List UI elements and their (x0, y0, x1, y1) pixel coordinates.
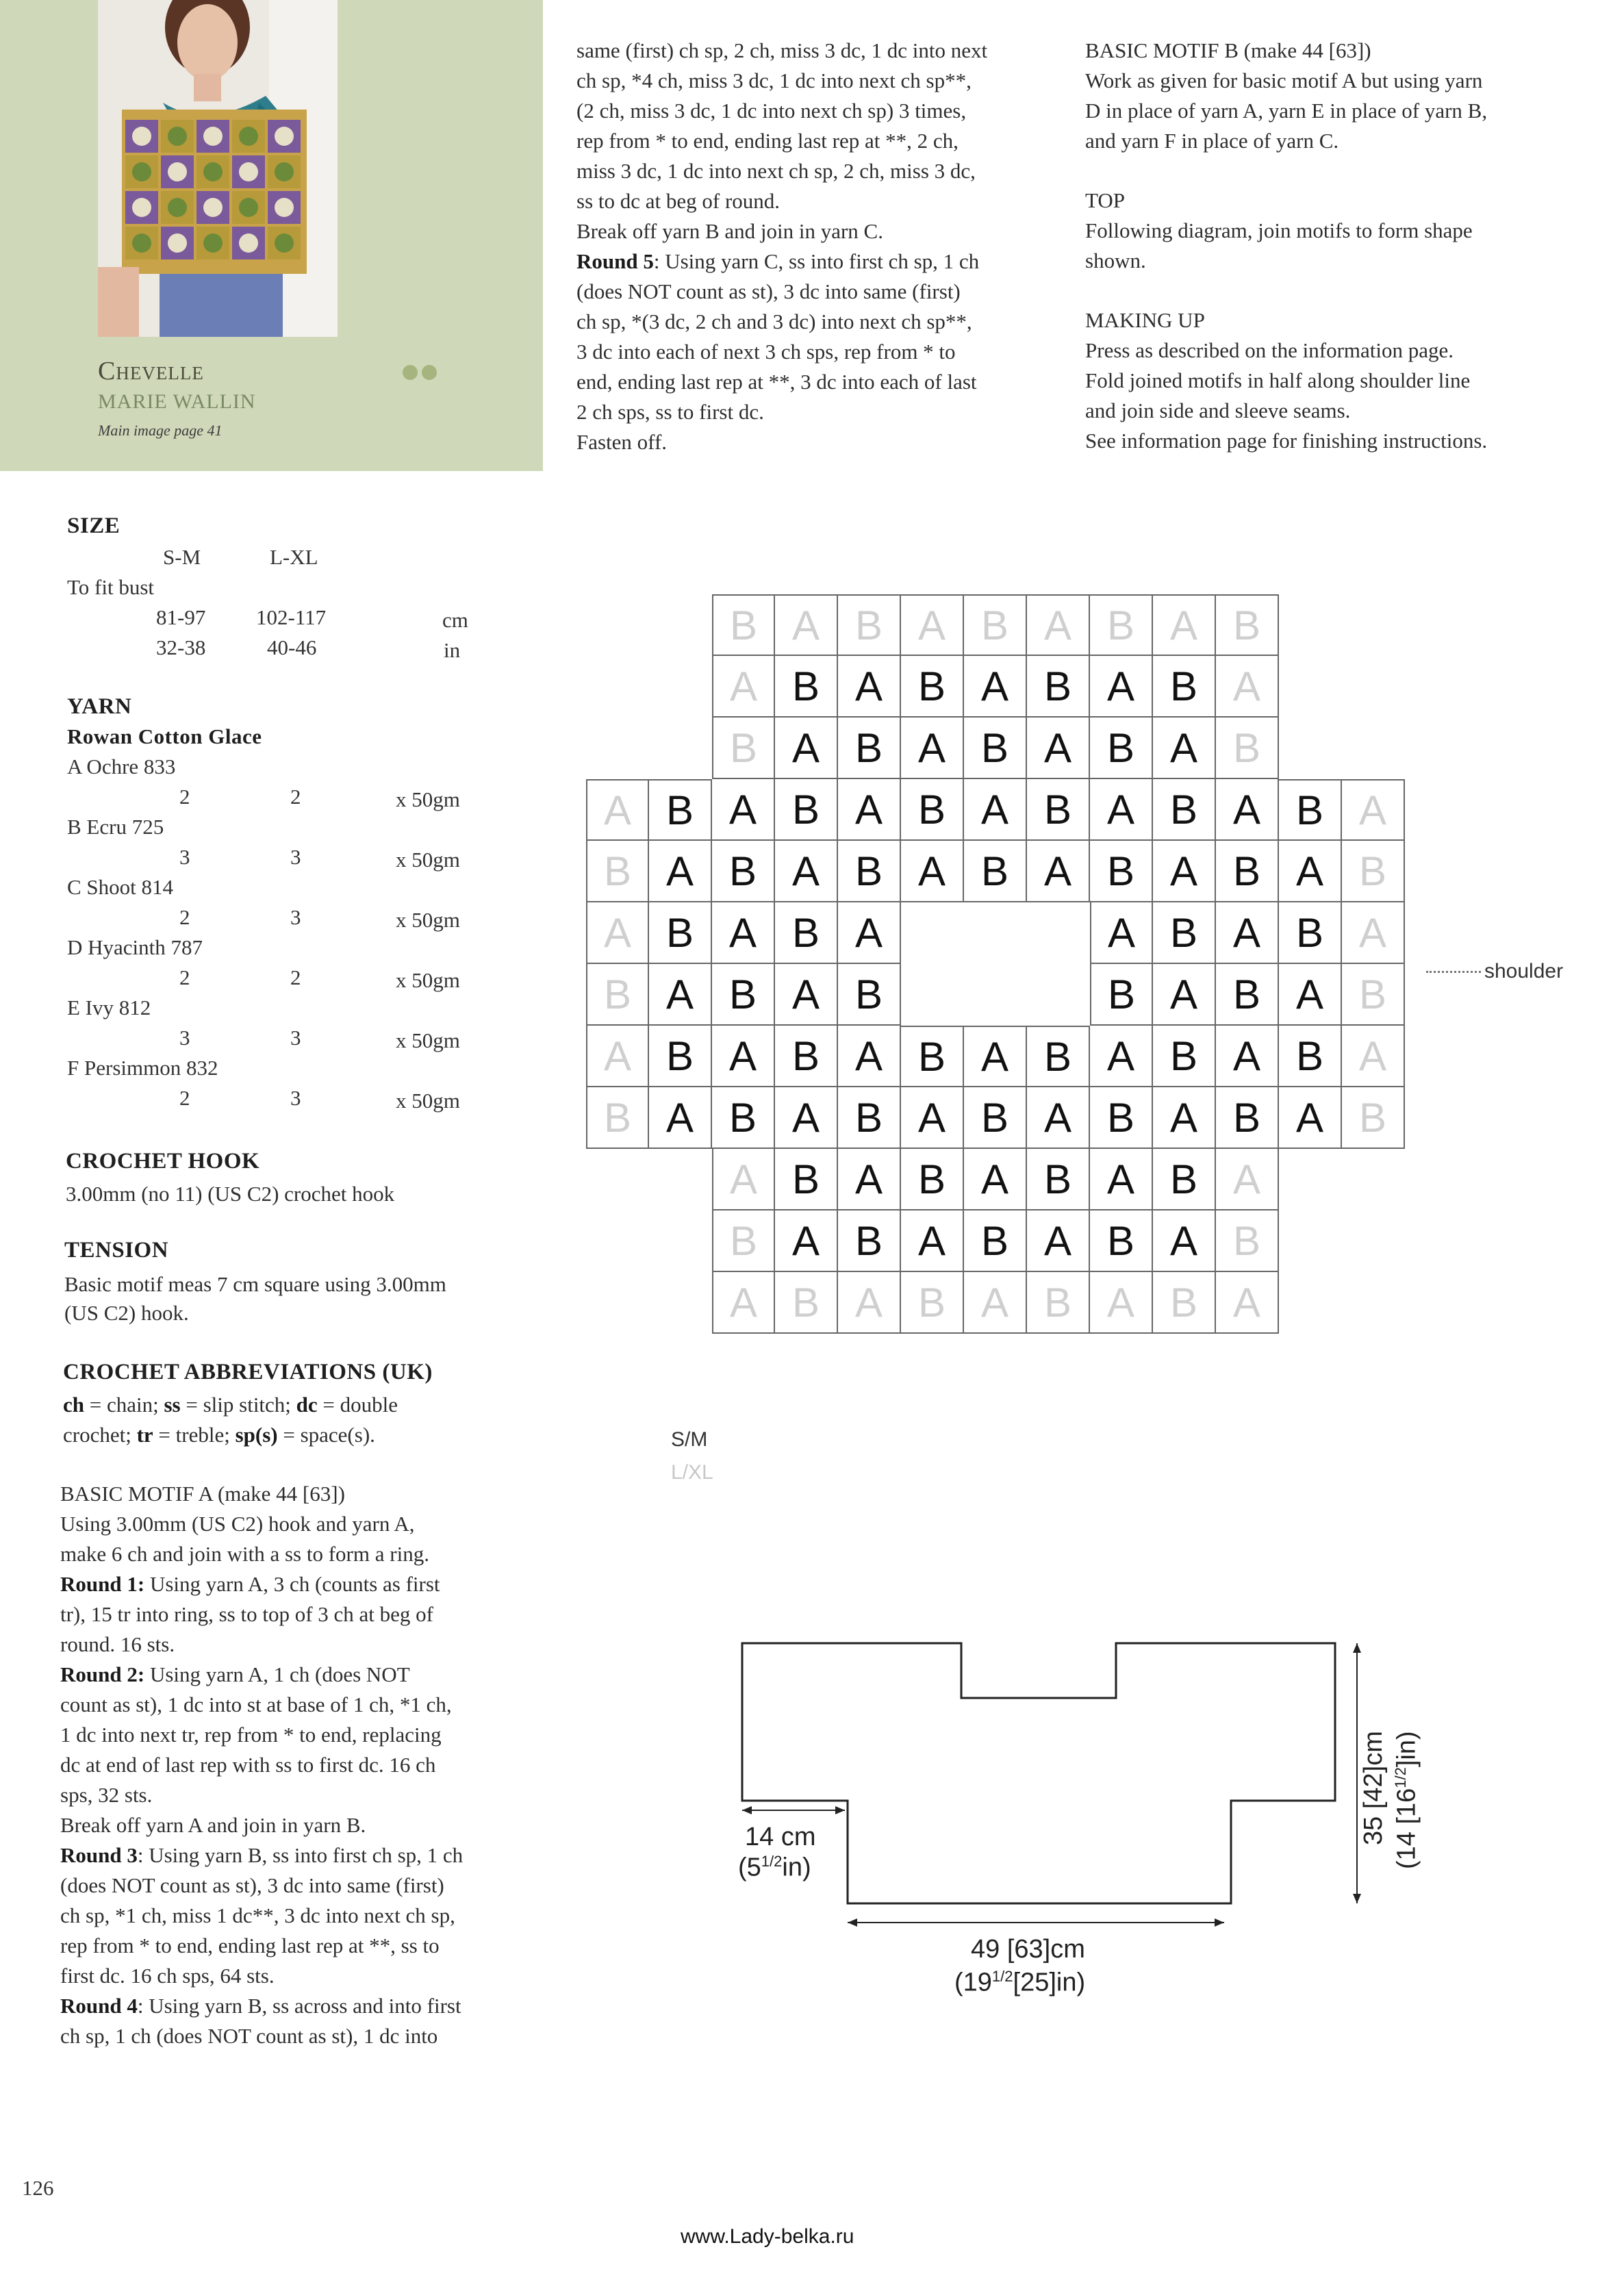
motif-cell: A (649, 964, 712, 1026)
size-value: 81-97 (156, 605, 206, 629)
motif-cell: B (1279, 1026, 1342, 1087)
yarn-unit: x 50gm (396, 848, 460, 872)
round-1-line: Round 1: Using yarn A, 3 ch (counts as first (60, 1572, 440, 1596)
main-image-reference: Main image page 41 (98, 422, 223, 439)
motif-cell: B (964, 718, 1027, 779)
motif-cell: B (1342, 964, 1405, 1026)
width-label: 49 [63]cm (971, 1935, 1085, 1964)
motif-cell: B (712, 964, 775, 1026)
motif-cell: A (901, 841, 964, 902)
motif-cell: A (964, 656, 1027, 718)
round-3-line: Round 3: Using yarn B, ss into first ch sp, 1 ch (60, 1843, 464, 1867)
fit-bust-label: To fit bust (67, 575, 154, 599)
motif-cell: A (1027, 841, 1090, 902)
length-label: 35 [42]cm (1359, 1731, 1388, 1845)
text-line: ch sp, 1 ch (does NOT count as st), 1 dc into (60, 2024, 438, 2048)
yarn-name: C Shoot 814 (67, 875, 174, 899)
yarn-qty: 3 (179, 1026, 190, 1050)
abbreviations-line-2: crochet; tr = treble; sp(s) = space(s). (63, 1423, 375, 1447)
motif-cell: B (775, 1272, 838, 1334)
motif-cell: A (964, 779, 1027, 841)
legend-sm: S/M (671, 1428, 708, 1451)
motif-a-instructions (60, 1479, 540, 2051)
motif-cell: A (1342, 902, 1405, 964)
motif-cell: B (586, 964, 649, 1026)
motif-cell: B (1153, 1149, 1216, 1210)
motif-cell: A (1342, 779, 1405, 841)
motif-cell: A (1027, 1210, 1090, 1272)
crochet-hook-heading: CROCHET HOOK (66, 1149, 260, 1174)
yarn-unit: x 50gm (396, 1028, 460, 1052)
text-line: and yarn F in place of yarn C. (1085, 129, 1339, 153)
motif-cell: B (775, 1149, 838, 1210)
motif-cell: A (838, 902, 901, 964)
text-line: ch sp, *1 ch, miss 1 dc**, 3 dc into next ch sp, (60, 1903, 455, 1927)
yarn-unit: x 50gm (396, 787, 460, 811)
motif-cell: B (775, 1026, 838, 1087)
motif-cell: A (1216, 1149, 1279, 1210)
model-illustration (98, 0, 338, 337)
arrow-head (1353, 1894, 1361, 1903)
motif-cell: B (838, 594, 901, 656)
text-line: first dc. 16 ch sps, 64 sts. (60, 1964, 275, 1988)
tension-heading: TENSION (64, 1238, 169, 1263)
size-unit: in (444, 638, 461, 662)
motif-cell: B (649, 779, 712, 841)
text-line: (does NOT count as st), 3 dc into same (first) (576, 279, 961, 303)
motif-cell: A (775, 1210, 838, 1272)
motif-cell: A (838, 1149, 901, 1210)
size-value: 40-46 (267, 635, 317, 659)
motif-cell: B (712, 1210, 775, 1272)
arrow-head (742, 1806, 752, 1814)
schematic-outline (742, 1643, 1335, 1903)
motif-cell: A (712, 779, 775, 841)
motif-cell: A (712, 1272, 775, 1334)
motif-cell: B (649, 1026, 712, 1087)
yarn-qty: 3 (290, 905, 301, 929)
motif-cell: B (1216, 841, 1279, 902)
yarn-qty: 2 (179, 785, 190, 809)
yarn-heading: YARN (67, 694, 132, 719)
motif-cell: B (1216, 718, 1279, 779)
motif-cell: A (838, 656, 901, 718)
motif-cell: B (1279, 902, 1342, 964)
round-4-line: Round 4: Using yarn B, ss across and into first (60, 1994, 461, 2018)
round-label: Round 1: (60, 1572, 145, 1596)
motif-cell: A (901, 1210, 964, 1272)
motif-cell: B (838, 1210, 901, 1272)
text-line: count as st), 1 dc into st at base of 1 ch, *1 ch, (60, 1693, 452, 1716)
accent-dot (403, 365, 418, 380)
motif-cell: B (1153, 902, 1216, 964)
motif-cell: A (712, 1149, 775, 1210)
motif-cell: A (649, 1087, 712, 1149)
yarn-qty: 2 (179, 965, 190, 989)
motif-cell: B (1027, 1272, 1090, 1334)
yarn-qty: 2 (290, 965, 301, 989)
size-column-2: L-XL (270, 545, 318, 569)
text-line: (does NOT count as st), 3 dc into same (first) (60, 1873, 444, 1897)
motif-cell: A (1216, 1272, 1279, 1334)
motif-cell: A (775, 964, 838, 1026)
size-unit: cm (442, 608, 468, 632)
yarn-qty: 3 (179, 845, 190, 869)
motif-cell: A (586, 902, 649, 964)
abbreviations-heading: CROCHET ABBREVIATIONS (UK) (63, 1360, 433, 1384)
abbrev-term: sp(s) (235, 1423, 278, 1447)
round-label: Round 2: (60, 1662, 145, 1686)
motif-cell: B (712, 841, 775, 902)
abbrev-term: dc (296, 1393, 318, 1417)
motif-cell: A (1153, 964, 1216, 1026)
motif-cell: A (901, 718, 964, 779)
yarn-qty: 3 (290, 1026, 301, 1050)
motif-cell: B (1153, 779, 1216, 841)
motif-a-heading: BASIC MOTIF A (make 44 [63]) (60, 1482, 345, 1506)
motif-cell: B (1027, 779, 1090, 841)
motif-cell: B (1090, 841, 1153, 902)
motif-cell: A (775, 1087, 838, 1149)
motif-a-continued (576, 36, 1069, 457)
motif-cell: B (964, 1087, 1027, 1149)
motif-cell: A (1090, 656, 1153, 718)
text-line: ch sp, *(3 dc, 2 ch and 3 dc) into next ch sp**, (576, 309, 972, 333)
crochet-hook-text: 3.00mm (no 11) (US C2) crochet hook (66, 1182, 395, 1206)
motif-cell: B (1342, 1087, 1405, 1149)
motif-cell: A (901, 594, 964, 656)
text-line: 3 dc into each of next 3 ch sps, rep from * to (576, 340, 956, 364)
size-column-1: S-M (163, 545, 201, 569)
motif-cell: B (1342, 841, 1405, 902)
motif-cell: B (1216, 964, 1279, 1026)
abbrev-term: ss (164, 1393, 181, 1417)
motif-cell: B (838, 718, 901, 779)
motif-cell: A (649, 841, 712, 902)
round-2-line: Round 2: Using yarn A, 1 ch (does NOT (60, 1662, 410, 1686)
motif-cell: B (1153, 1026, 1216, 1087)
yarn-qty: 3 (290, 845, 301, 869)
tension-line: (US C2) hook. (64, 1301, 189, 1325)
size-heading: SIZE (67, 514, 120, 538)
motif-cell: B (1279, 779, 1342, 841)
text-line: rep from * to end, ending last rep at **, 2 ch, (576, 129, 959, 153)
sleeve-width-label: 14 cm (745, 1823, 816, 1851)
motif-cell: B (901, 1272, 964, 1334)
motif-cell: A (1216, 656, 1279, 718)
text-line: Work as given for basic motif A but using yarn (1085, 68, 1483, 92)
website-footer: www.Lady-belka.ru (681, 2225, 854, 2248)
yarn-qty: 2 (179, 905, 190, 929)
shoulder-label: shoulder (1484, 960, 1564, 982)
text-line: round. 16 sts. (60, 1632, 175, 1656)
text-line: Using 3.00mm (US C2) hook and yarn A, (60, 1512, 415, 1536)
motif-cell: B (1090, 1087, 1153, 1149)
tension-line: Basic motif meas 7 cm square using 3.00mm (64, 1272, 446, 1296)
text-line: tr), 15 tr into ring, ss to top of 3 ch at beg of (60, 1602, 433, 1626)
motif-cell: A (1216, 779, 1279, 841)
motif-cell: B (649, 902, 712, 964)
motif-cell: B (1090, 594, 1153, 656)
text-line: sps, 32 sts. (60, 1783, 153, 1807)
yarn-qty: 2 (179, 1086, 190, 1110)
motif-cell: B (838, 1087, 901, 1149)
abbrev-term: tr (136, 1423, 153, 1447)
motif-cell: A (712, 1026, 775, 1087)
motif-cell: B (901, 1026, 964, 1087)
text-line: 1 dc into next tr, rep from * to end, replacing (60, 1723, 442, 1747)
motif-cell: B (1153, 1272, 1216, 1334)
motif-cell: B (775, 779, 838, 841)
shoulder-leader (1426, 971, 1481, 973)
motif-cell: A (1027, 718, 1090, 779)
motif-cell: A (1342, 1026, 1405, 1087)
text-line: and join side and sleeve seams. (1085, 398, 1351, 422)
yarn-unit: x 50gm (396, 1089, 460, 1113)
motif-cell: A (586, 779, 649, 841)
motif-cell: A (1153, 1210, 1216, 1272)
motif-cell: B (586, 1087, 649, 1149)
motif-cell: B (775, 902, 838, 964)
motif-cell: B (901, 656, 964, 718)
text-line: Fasten off. (576, 430, 668, 454)
text-line: make 6 ch and join with a ss to form a ring. (60, 1542, 429, 1566)
round-label: Round 3 (60, 1843, 138, 1867)
motif-cell: A (1090, 902, 1153, 964)
motif-cell: B (586, 841, 649, 902)
text-line: ss to dc at beg of round. (576, 189, 781, 213)
motif-b-heading: BASIC MOTIF B (make 44 [63]) (1085, 38, 1371, 62)
text-line: same (first) ch sp, 2 ch, miss 3 dc, 1 dc into next (576, 38, 988, 62)
designer-name: MARIE WALLIN (98, 390, 256, 413)
yarn-name: F Persimmon 832 (67, 1056, 218, 1080)
yarn-qty: 3 (290, 1086, 301, 1110)
motif-cell: B (1027, 656, 1090, 718)
size-value: 102-117 (256, 605, 327, 629)
abbreviations-line-1: ch = chain; ss = slip stitch; dc = double (63, 1393, 398, 1417)
making-up-heading: MAKING UP (1085, 308, 1205, 332)
text-line: 2 ch sps, ss to first dc. (576, 400, 764, 424)
size-value: 32-38 (156, 635, 206, 659)
text-line: See information page for finishing instructions. (1085, 429, 1488, 453)
top-heading: TOP (1085, 188, 1126, 212)
text-line: ch sp, *4 ch, miss 3 dc, 1 dc into next ch sp**, (576, 68, 972, 92)
accent-dot (422, 365, 437, 380)
motif-cell: A (1279, 964, 1342, 1026)
motif-cell: B (901, 779, 964, 841)
motif-cell: A (586, 1026, 649, 1087)
motif-cell: A (1153, 594, 1216, 656)
motif-cell: B (838, 841, 901, 902)
motif-cell: A (964, 1026, 1027, 1087)
motif-cell: A (838, 1272, 901, 1334)
right-column-instructions (1085, 36, 1578, 456)
motif-cell: B (775, 656, 838, 718)
arrow-head (848, 1918, 857, 1927)
motif-cell: A (838, 779, 901, 841)
length-inches: (14 $[16^{1/2}]in$) (1392, 1731, 1421, 1869)
motif-cell: A (775, 841, 838, 902)
text-line: (2 ch, miss 3 dc, 1 dc into next ch sp) 3 times, (576, 99, 967, 123)
motif-cell: B (1027, 1149, 1090, 1210)
motif-cell: A (1027, 594, 1090, 656)
motif-cell: B (1153, 656, 1216, 718)
motif-cell: A (1090, 1272, 1153, 1334)
motif-cell: B (1027, 1026, 1090, 1087)
yarn-name: D Hyacinth 787 (67, 935, 203, 959)
motif-cell: A (964, 1272, 1027, 1334)
motif-cell: A (1153, 718, 1216, 779)
text-line: Break off yarn A and join in yarn B. (60, 1813, 366, 1837)
motif-cell: A (1216, 1026, 1279, 1087)
motif-cell: B (712, 718, 775, 779)
motif-cell: B (1216, 594, 1279, 656)
pattern-title: Chevelle (98, 357, 204, 385)
yarn-name: E Ivy 812 (67, 996, 151, 1019)
text-line: shown. (1085, 249, 1146, 272)
page-number: 126 (22, 2176, 54, 2200)
text-line: rep from * to end, ending last rep at **, ss to (60, 1934, 440, 1957)
yarn-unit: x 50gm (396, 968, 460, 992)
motif-cell: A (1216, 902, 1279, 964)
motif-cell: A (1279, 841, 1342, 902)
motif-cell: B (901, 1149, 964, 1210)
text-line: dc at end of last rep with ss to first dc. 16 ch (60, 1753, 436, 1777)
motif-cell: A (1027, 1087, 1090, 1149)
text-line: Break off yarn B and join in yarn C. (576, 219, 883, 243)
motif-cell: A (1153, 841, 1216, 902)
arrow-head (1215, 1918, 1224, 1927)
round-label: Round 5 (576, 249, 654, 273)
motif-cell: B (964, 841, 1027, 902)
motif-cell: A (838, 1026, 901, 1087)
motif-cell: A (1090, 779, 1153, 841)
yarn-name: B Ecru 725 (67, 815, 164, 839)
yarn-qty: 2 (290, 785, 301, 809)
motif-cell: B (838, 964, 901, 1026)
legend-lxl: L/XL (671, 1461, 713, 1484)
sleeve-width-inches: $(5^{1/2}in)$ (738, 1853, 811, 1882)
motif-cell: B (1090, 718, 1153, 779)
motif-cell: A (1279, 1087, 1342, 1149)
motif-cell: A (1090, 1149, 1153, 1210)
text-line: D in place of yarn A, yarn E in place of yarn B, (1085, 99, 1488, 123)
motif-cell: A (1090, 1026, 1153, 1087)
round-label: Round 4 (60, 1994, 138, 2018)
text-line: Press as described on the information page. (1085, 338, 1454, 362)
motif-cell: A (775, 718, 838, 779)
motif-cell: A (712, 902, 775, 964)
width-inches: $(19^{1/2}[25]in)$ (954, 1968, 1086, 1997)
model-photo (98, 0, 338, 337)
arrow-head (835, 1806, 845, 1814)
abbrev-term: ch (63, 1393, 84, 1417)
round-5-line: Round 5: Using yarn C, ss into first ch sp, 1 ch (576, 249, 980, 273)
motif-cell: A (1153, 1087, 1216, 1149)
motif-cell: B (964, 594, 1027, 656)
yarn-name: A Ochre 833 (67, 755, 176, 778)
motif-cell: B (712, 594, 775, 656)
text-line: Following diagram, join motifs to form shape (1085, 218, 1473, 242)
text-line: Fold joined motifs in half along shoulder line (1085, 368, 1471, 392)
text-line: end, ending last rep at **, 3 dc into each of last (576, 370, 977, 394)
motif-cell: A (901, 1087, 964, 1149)
motif-cell: B (1090, 964, 1153, 1026)
motif-cell: B (1216, 1210, 1279, 1272)
motif-cell: A (712, 656, 775, 718)
motif-cell: B (964, 1210, 1027, 1272)
motif-cell: B (712, 1087, 775, 1149)
motif-cell: B (1216, 1087, 1279, 1149)
yarn-unit: x 50gm (396, 908, 460, 932)
motif-cell: A (964, 1149, 1027, 1210)
motif-cell: A (775, 594, 838, 656)
text-line: miss 3 dc, 1 dc into next ch sp, 2 ch, miss 3 dc, (576, 159, 976, 183)
yarn-brand: Rowan Cotton Glace (67, 724, 262, 748)
motif-cell: B (1090, 1210, 1153, 1272)
